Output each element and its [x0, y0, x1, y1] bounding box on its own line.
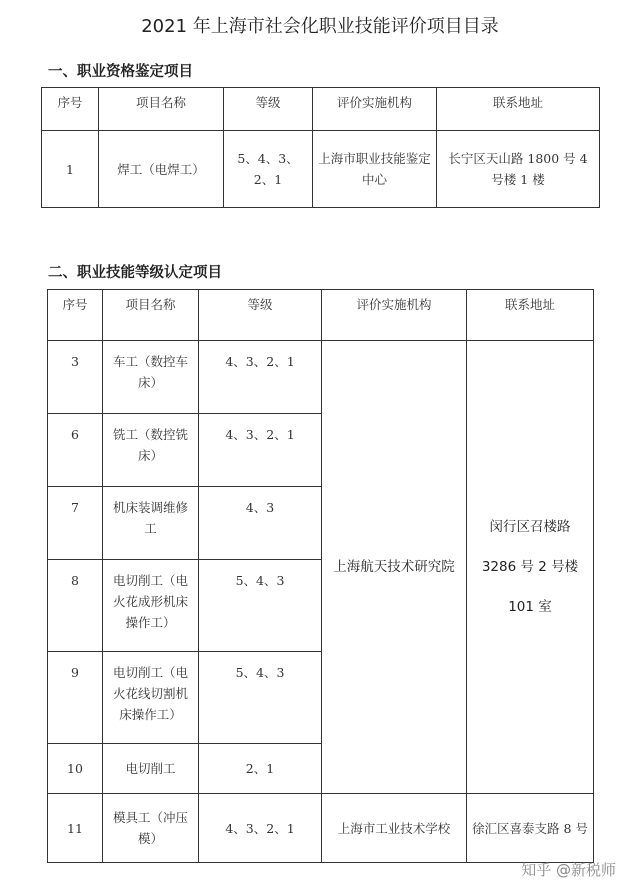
row-name: 铣工（数控铣床）	[103, 414, 199, 487]
qualification-table	[41, 87, 600, 208]
header-no: 序号	[48, 290, 103, 341]
header-org: 评价实施机构	[313, 88, 437, 131]
row-level: 5、4、3	[199, 560, 322, 652]
row-level: 4、3、2、1	[199, 414, 322, 487]
section2-heading: 二、职业技能等级认定项目	[48, 265, 222, 281]
header-level: 等级	[224, 88, 313, 131]
row-level: 4、3、2、1	[199, 794, 322, 863]
row-level: 5、4、3	[199, 652, 322, 744]
row-name: 模具工（冲压模）	[103, 794, 199, 863]
table-header-row	[48, 290, 594, 341]
row-name: 机床装调维修工	[103, 487, 199, 560]
header-org: 评价实施机构	[322, 290, 467, 341]
table-row	[48, 341, 594, 414]
org-merged-cell: 上海航天技术研究院	[322, 341, 467, 794]
row-org: 上海市职业技能鉴定中心	[313, 131, 437, 208]
row-no: 7	[48, 487, 103, 560]
row-name: 电切削工	[103, 744, 199, 794]
row-name: 车工（数控车床）	[103, 341, 199, 414]
header-no: 序号	[42, 88, 99, 131]
row-name: 电切削工（电火花线切割机床操作工）	[103, 652, 199, 744]
addr-line: 闵行区召楼路	[489, 519, 571, 535]
row-no: 11	[48, 794, 103, 863]
addr-line: 101 室	[508, 599, 552, 615]
header-name: 项目名称	[99, 88, 224, 131]
row-name: 电切削工（电火花成形机床操作工）	[103, 560, 199, 652]
header-addr: 联系地址	[467, 290, 594, 341]
row-level: 4、3	[199, 487, 322, 560]
row-no: 9	[48, 652, 103, 744]
page-title: 2021 年上海市社会化职业技能评价项目目录	[141, 16, 499, 37]
org-last-cell: 上海市工业技术学校	[322, 794, 467, 863]
header-name: 项目名称	[103, 290, 199, 341]
header-level: 等级	[199, 290, 322, 341]
addr-line: 3286 号 2 号楼	[481, 559, 579, 575]
row-level: 2、1	[199, 744, 322, 794]
table-header-row	[42, 88, 600, 131]
row-no: 8	[48, 560, 103, 652]
row-name: 焊工（电焊工）	[99, 131, 224, 208]
watermark: 知乎 @新税师	[521, 861, 616, 879]
table-row	[48, 794, 594, 863]
addr-last-cell: 徐汇区喜泰支路 8 号	[467, 794, 594, 863]
row-no: 3	[48, 341, 103, 414]
skill-level-table	[47, 289, 594, 863]
row-no: 1	[42, 131, 99, 208]
row-level: 4、3、2、1	[199, 341, 322, 414]
row-no: 10	[48, 744, 103, 794]
header-addr: 联系地址	[437, 88, 600, 131]
addr-merged-cell	[467, 341, 594, 794]
table-row	[42, 131, 600, 208]
section1-heading: 一、职业资格鉴定项目	[48, 64, 193, 80]
row-level: 5、4、3、2、1	[224, 131, 313, 208]
row-no: 6	[48, 414, 103, 487]
row-addr: 长宁区天山路 1800 号 4 号楼 1 楼	[437, 131, 600, 208]
